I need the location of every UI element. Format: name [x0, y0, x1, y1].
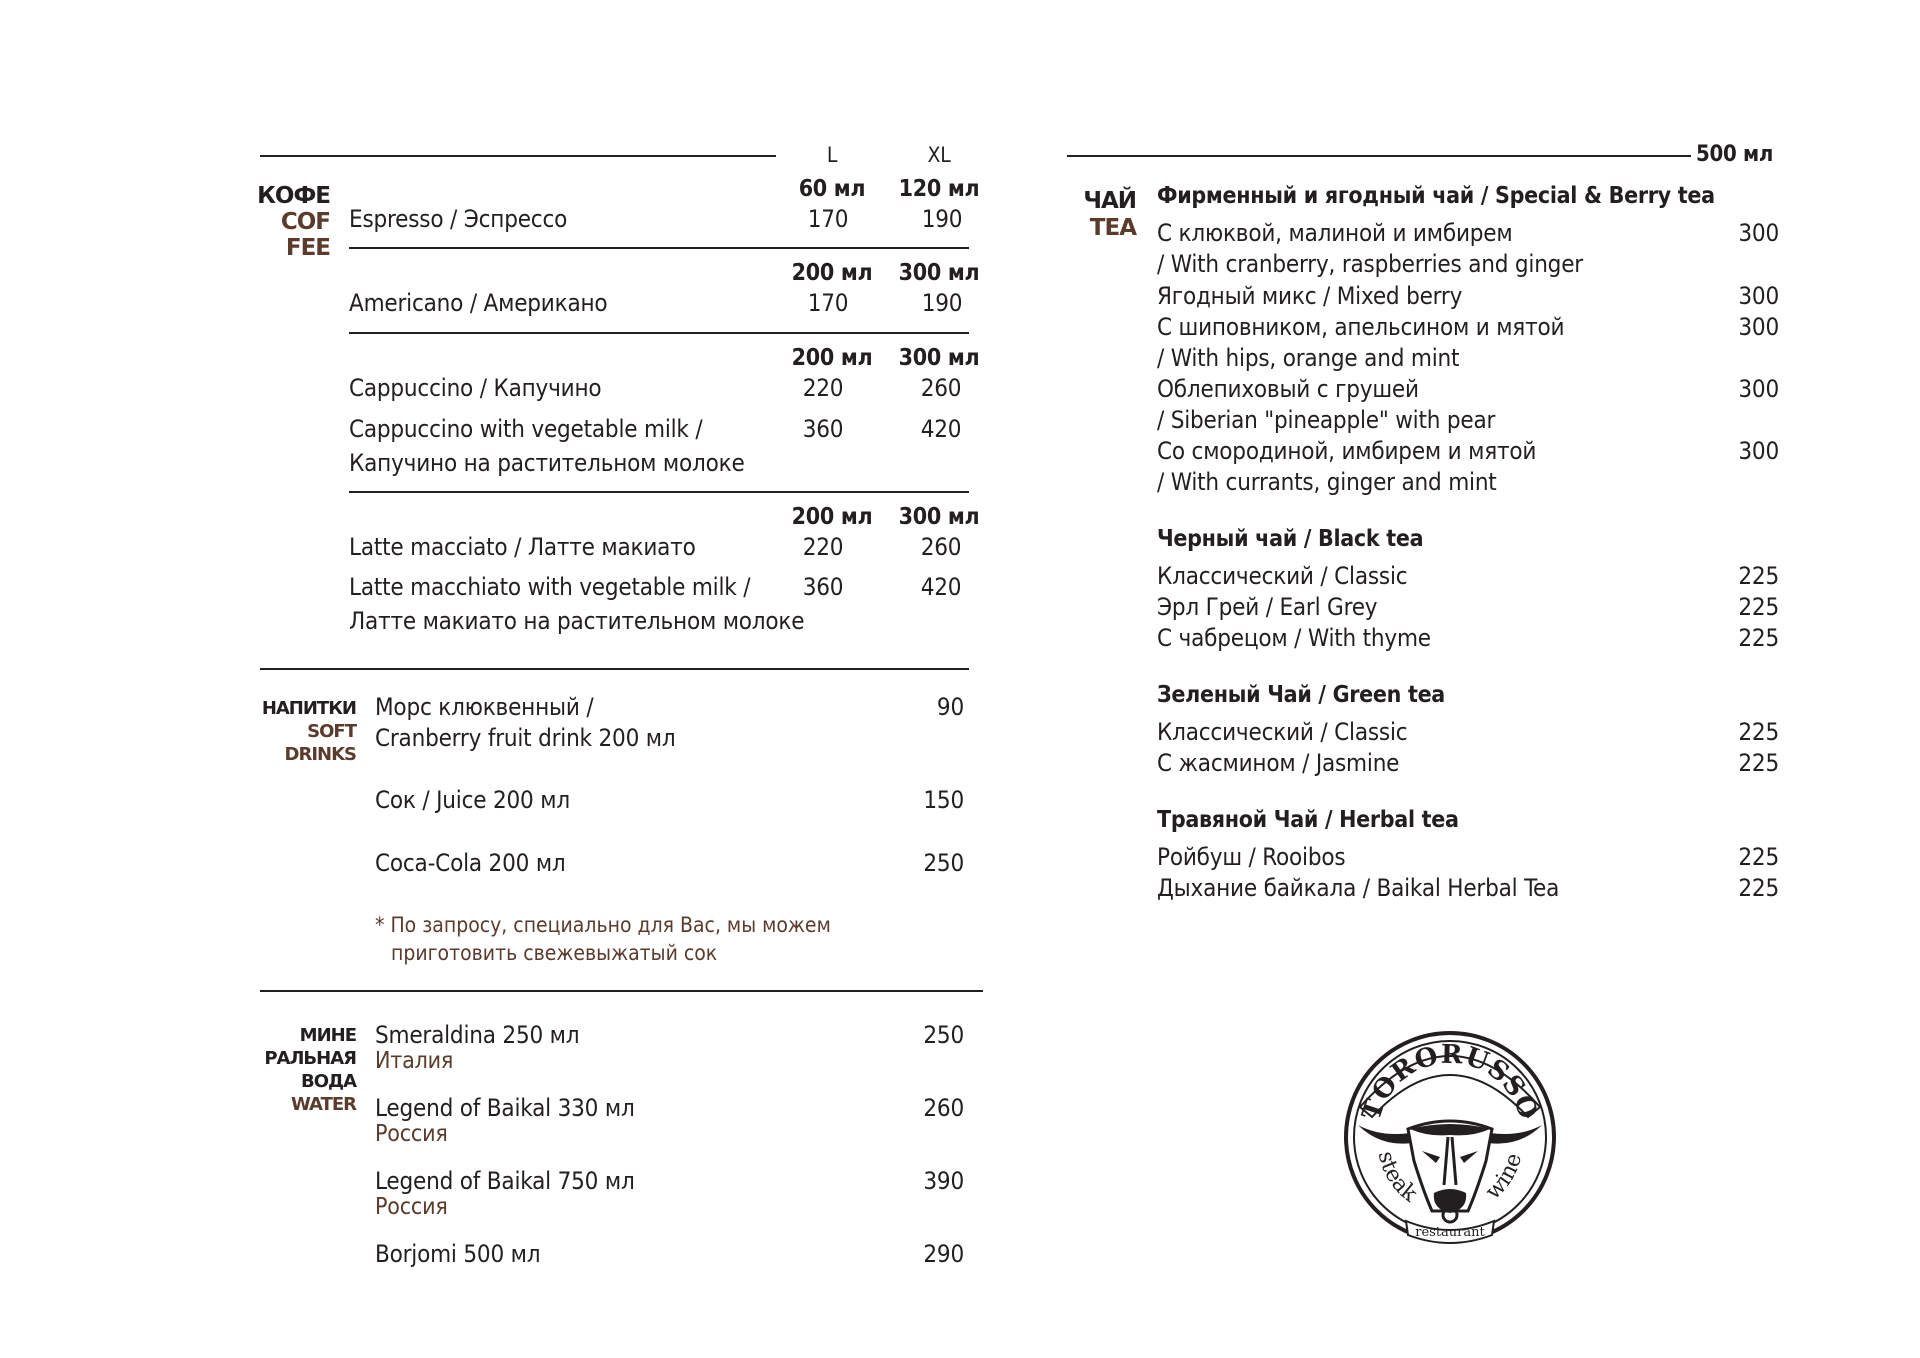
espresso-size-xl: 120 мл — [898, 176, 980, 202]
tea-special-3-name-1: С шиповником, апельсином и мятой — [1157, 313, 1565, 341]
coffee-rule-1 — [349, 247, 969, 249]
tea-special-3-name-2: / With hips, orange and mint — [1157, 344, 1460, 372]
tea-herbal-title: Травяной Чай / Herbal tea — [1157, 807, 1459, 833]
soft-cat-line3: DRINKS — [284, 744, 356, 765]
latte-size-xl: 300 мл — [898, 504, 980, 530]
tea-black-3-name: С чабрецом / With thyme — [1157, 624, 1431, 652]
water-item-2-origin: Россия — [375, 1121, 448, 1147]
latte-price-l: 220 — [802, 533, 844, 561]
tea-cat-line1: ЧАЙ — [1083, 188, 1136, 214]
tea-herbal-1-name: Ройбуш / Rooibos — [1157, 843, 1346, 871]
cappuccino-veg-price-l: 360 — [802, 415, 844, 443]
americano-name: Americano / Американо — [349, 289, 608, 317]
soft-drinks-note-2: приготовить свежевыжатый сок — [391, 941, 718, 965]
water-item-1-name: Smeraldina 250 мл — [375, 1021, 580, 1049]
americano-price-l: 170 — [807, 289, 849, 317]
cappuccino-veg-price-xl: 420 — [920, 415, 962, 443]
latte-veg-price-xl: 420 — [920, 573, 962, 601]
tea-special-5-price: 300 — [1738, 437, 1779, 465]
americano-price-xl: 190 — [921, 289, 963, 317]
tea-green-1-name: Классический / Classic — [1157, 718, 1408, 746]
latte-veg-price-l: 360 — [802, 573, 844, 601]
tea-special-1-name-1: С клюквой, малиной и имбирем — [1157, 219, 1513, 247]
espresso-price-xl: 190 — [921, 205, 963, 233]
tea-special-5-name-1: Со смородиной, имбирем и мятой — [1157, 437, 1537, 465]
water-item-4-price: 290 — [923, 1240, 964, 1268]
water-item-3-origin: Россия — [375, 1194, 448, 1220]
tea-herbal-2-name: Дыхание байкала / Baikal Herbal Tea — [1157, 874, 1560, 902]
cappuccino-name: Cappuccino / Капучино — [349, 374, 602, 402]
coffee-category — [240, 183, 330, 261]
latte-veg-name-1: Latte macchiato with vegetable milk / — [349, 573, 751, 601]
tea-cat-line2: TEA — [1089, 215, 1136, 241]
logo-left-text: steak — [1372, 1148, 1422, 1208]
americano-size-xl: 300 мл — [898, 260, 980, 286]
water-item-1-origin: Италия — [375, 1048, 454, 1074]
tea-black-2-price: 225 — [1738, 593, 1779, 621]
tea-special-title: Фирменный и ягодный чай / Special & Berry tea — [1157, 183, 1715, 209]
tea-special-5-name-2: / With currants, ginger and mint — [1157, 468, 1497, 496]
soft-item-1-name-1: Морс клюквенный / — [375, 693, 594, 721]
water-cat-line3: ВОДА — [301, 1071, 356, 1092]
espresso-name: Espresso / Эспрессо — [349, 205, 568, 233]
logo-brand-text: TORORUSSO — [1356, 1039, 1544, 1124]
latte-veg-name-2: Латте макиато на растительном молоке — [349, 607, 805, 635]
soft-item-1-price: 90 — [936, 693, 964, 721]
water-item-2-name: Legend of Baikal 330 мл — [375, 1094, 635, 1122]
cappuccino-price-xl: 260 — [920, 374, 962, 402]
col-header-l: L — [826, 143, 838, 167]
water-item-1-price: 250 — [923, 1021, 964, 1049]
latte-name: Latte macciato / Латте макиато — [349, 533, 696, 561]
cappuccino-size-l: 200 мл — [791, 345, 873, 371]
coffee-top-rule — [260, 155, 776, 157]
tea-category — [1070, 188, 1136, 242]
tea-special-3-price: 300 — [1738, 313, 1779, 341]
water-cat-line1: МИНЕ — [299, 1025, 356, 1046]
latte-price-xl: 260 — [920, 533, 962, 561]
coffee-cat-line1: КОФЕ — [257, 183, 330, 209]
coffee-cat-line3: FEE — [285, 235, 330, 261]
tea-special-2-price: 300 — [1738, 282, 1779, 310]
soft-drinks-note-1: * По запросу, специально для Вас, мы можем — [375, 913, 831, 937]
latte-size-l: 200 мл — [791, 504, 873, 530]
tea-black-title: Черный чай / Black tea — [1157, 526, 1424, 552]
coffee-rule-2 — [349, 332, 969, 334]
tea-special-1-name-2: / With cranberry, raspberries and ginger — [1157, 250, 1583, 278]
soft-cat-line1: НАПИТКИ — [261, 698, 356, 719]
water-item-2-price: 260 — [923, 1094, 964, 1122]
water-item-3-price: 390 — [923, 1167, 964, 1195]
tea-black-1-name: Классический / Classic — [1157, 562, 1408, 590]
tea-black-2-name: Эрл Грей / Earl Grey — [1157, 593, 1378, 621]
water-cat-line4: WATER — [290, 1094, 356, 1115]
tea-green-2-name: С жасмином / Jasmine — [1157, 749, 1400, 777]
col-header-xl: XL — [927, 143, 951, 167]
cappuccino-veg-name-2: Капучино на растительном молоке — [349, 449, 745, 477]
coffee-bottom-rule — [260, 668, 969, 670]
tea-green-1-price: 225 — [1738, 718, 1779, 746]
cappuccino-size-xl: 300 мл — [898, 345, 980, 371]
tea-special-4-price: 300 — [1738, 375, 1779, 403]
tea-special-2-name: Ягодный микс / Mixed berry — [1157, 282, 1463, 310]
tea-herbal-1-price: 225 — [1738, 843, 1779, 871]
soft-item-3-price: 250 — [923, 849, 964, 877]
espresso-price-l: 170 — [807, 205, 849, 233]
logo-bottom-text: restaurant — [1415, 1225, 1485, 1240]
coffee-rule-3 — [349, 491, 969, 493]
tea-herbal-2-price: 225 — [1738, 874, 1779, 902]
coffee-cat-line2: COF — [280, 209, 330, 235]
tea-top-rule — [1067, 155, 1691, 157]
soft-drinks-category — [240, 697, 356, 766]
americano-size-l: 200 мл — [791, 260, 873, 286]
tea-black-3-price: 225 — [1738, 624, 1779, 652]
tea-special-4-name-1: Облепиховый с грушей — [1157, 375, 1419, 403]
cappuccino-price-l: 220 — [802, 374, 844, 402]
water-item-4-name: Borjomi 500 мл — [375, 1240, 541, 1268]
water-category — [240, 1024, 356, 1116]
soft-item-2-name: Сок / Juice 200 мл — [375, 786, 570, 814]
soft-drinks-bottom-rule — [260, 990, 983, 992]
tororusso-logo — [1340, 1025, 1560, 1245]
soft-item-2-price: 150 — [923, 786, 964, 814]
tea-green-2-price: 225 — [1738, 749, 1779, 777]
tea-green-title: Зеленый Чай / Green tea — [1157, 682, 1445, 708]
tea-special-1-price: 300 — [1738, 219, 1779, 247]
espresso-size-l: 60 мл — [798, 176, 866, 202]
cappuccino-veg-name-1: Cappuccino with vegetable milk / — [349, 415, 703, 443]
water-cat-line2: РАЛЬНАЯ — [264, 1048, 356, 1069]
soft-cat-line2: SOFT — [307, 721, 356, 742]
logo-right-text: wine — [1480, 1150, 1528, 1205]
tea-black-1-price: 225 — [1738, 562, 1779, 590]
water-item-3-name: Legend of Baikal 750 мл — [375, 1167, 635, 1195]
tea-special-4-name-2: / Siberian "pineapple" with pear — [1157, 406, 1496, 434]
soft-item-3-name: Coca-Cola 200 мл — [375, 849, 566, 877]
soft-item-1-name-2: Cranberry fruit drink 200 мл — [375, 724, 676, 752]
tea-volume-header: 500 мл — [1696, 142, 1774, 167]
